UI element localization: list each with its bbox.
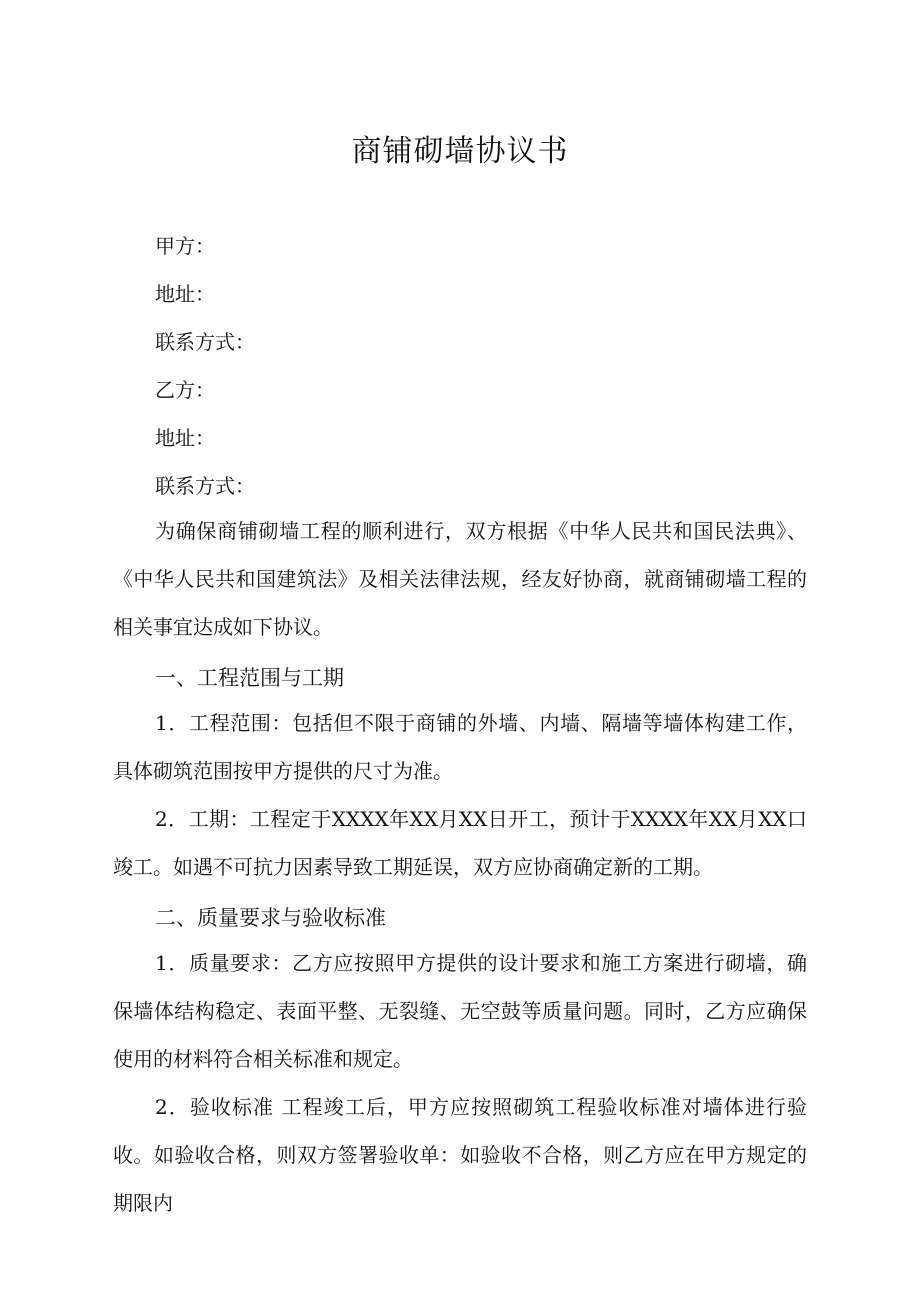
party-b-name-label: 乙方：: [155, 378, 215, 402]
section-heading: 一、工程范围与工期: [155, 666, 344, 690]
clause-paragraph: 1．工程范围：包括但不限于商铺的外墙、内墙、隔墙等墙体构建工作，具体砌筑范围按甲方提供的尺寸为准。: [113, 711, 807, 783]
party-b-contact-label: 联系方式：: [155, 474, 255, 498]
clause-paragraph: 1．质量要求：乙方应按照甲方提供的设计要求和施工方案进行砌墙，确保墙体结构稳定、表面平整、无裂缝、无空鼓等质量问题。同时，乙方应确保使用的材料符合相关标准和规定。: [113, 951, 807, 1071]
section-heading: 二、质量要求与验收标准: [155, 906, 386, 930]
party-a-name-label: 甲方：: [155, 234, 215, 258]
clause-paragraph: 2．验收标准 工程竣工后，甲方应按照砌筑工程验收标准对墙体进行验收。如验收合格，则双方签署验收单：如验收不合格，则乙方应在甲方规定的期限内: [113, 1095, 807, 1215]
clause-paragraph: 2．工期：工程定于XXXX年XX月XX日开工，预计于XXXX年XX月XX口竣工。如遇不可抗力因素导致工期延误，双方应协商确定新的工期。: [113, 807, 807, 879]
party-a-contact-label: 联系方式：: [155, 330, 255, 354]
intro-paragraph: 为确保商铺砌墙工程的顺利进行，双方根据《中华人民共和国民法典》、《中华人民共和国建筑法》及相关法律法规，经友好协商，就商铺砌墙工程的相关事宜达成如下协议。: [113, 519, 807, 639]
party-b-address-label: 地址：: [155, 426, 215, 450]
document-title: 商铺砌墙协议书: [351, 134, 569, 169]
party-a-address-label: 地址：: [155, 282, 215, 306]
